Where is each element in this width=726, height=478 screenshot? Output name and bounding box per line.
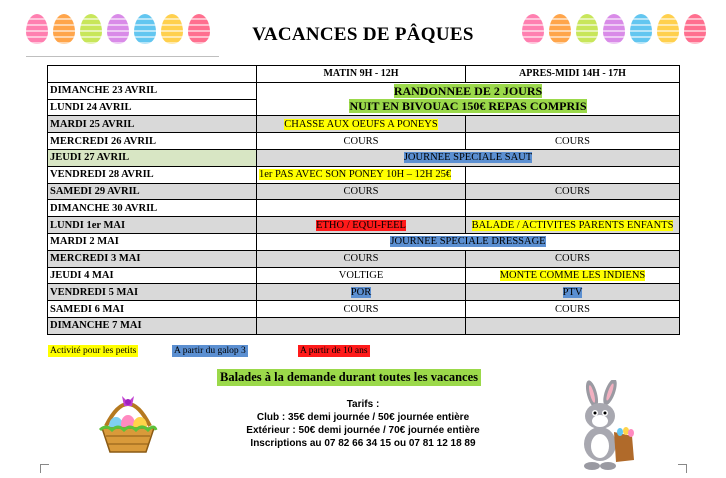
table-row bbox=[48, 82, 680, 99]
easter-bunny-icon bbox=[570, 380, 640, 472]
page-corner-mark bbox=[40, 464, 49, 473]
legend-red: A partir de 10 ans bbox=[300, 346, 368, 356]
table-row bbox=[48, 267, 680, 284]
header-day-cell bbox=[48, 66, 257, 83]
activity-label: POR bbox=[350, 286, 372, 298]
randonnee-line1: RANDONNEE DE 2 JOURS bbox=[393, 84, 543, 99]
activity-label: CHASSE AUX OEUFS A PONEYS bbox=[284, 118, 438, 130]
activity-label: JOURNEE SPECIALE SAUT bbox=[403, 152, 533, 164]
activity-label: ETHO / EQUI-FEEL bbox=[316, 219, 406, 231]
am-cell: COURS bbox=[257, 183, 466, 200]
am-cell bbox=[257, 200, 466, 217]
table-row bbox=[48, 250, 680, 267]
day-cell: JEUDI 4 MAI bbox=[48, 267, 257, 284]
pm-cell bbox=[466, 217, 680, 234]
table-row bbox=[48, 301, 680, 318]
am-cell: COURS bbox=[257, 133, 466, 150]
day-cell: SAMEDI 29 AVRIL bbox=[48, 183, 257, 200]
fullday-cell bbox=[257, 149, 680, 166]
header-pm: APRES-MIDI 14H - 17H bbox=[466, 66, 680, 83]
table-row bbox=[48, 284, 680, 301]
table-row bbox=[48, 200, 680, 217]
page-title: VACANCES DE PÂQUES bbox=[252, 24, 474, 45]
day-cell: DIMANCHE 23 AVRIL bbox=[48, 82, 257, 99]
balades-banner: Balades à la demande durant toutes les vacances bbox=[217, 369, 481, 386]
header-divider bbox=[26, 56, 219, 57]
table-row bbox=[48, 317, 680, 334]
activity-label: MONTE COMME LES INDIENS bbox=[499, 269, 646, 281]
tarifs-club: Club : 35€ demi journée / 50€ journée entière bbox=[256, 412, 470, 423]
table-row bbox=[48, 183, 680, 200]
table-header-row bbox=[48, 66, 680, 83]
day-cell: VENDREDI 28 AVRIL bbox=[48, 166, 257, 183]
day-cell: VENDREDI 5 MAI bbox=[48, 284, 257, 301]
tarifs-title: Tarifs : bbox=[346, 399, 380, 410]
table-row bbox=[48, 166, 680, 183]
table-row bbox=[48, 233, 680, 250]
am-cell bbox=[257, 166, 466, 183]
header-am: MATIN 9H - 12H bbox=[257, 66, 466, 83]
table-row bbox=[48, 149, 680, 166]
tarifs-inscriptions: Inscriptions au 07 82 66 34 15 ou 07 81 12 18 89 bbox=[250, 438, 476, 449]
day-cell: MERCREDI 3 MAI bbox=[48, 250, 257, 267]
tarifs-exterieur: Extérieur : 50€ demi journée / 70€ journée entière bbox=[246, 425, 480, 436]
am-cell bbox=[257, 217, 466, 234]
day-cell: MARDI 2 MAI bbox=[48, 233, 257, 250]
day-cell: DIMANCHE 7 MAI bbox=[48, 317, 257, 334]
pm-cell bbox=[466, 200, 680, 217]
activity-label: PTV bbox=[562, 286, 583, 298]
day-cell: DIMANCHE 30 AVRIL bbox=[48, 200, 257, 217]
table-row bbox=[48, 217, 680, 234]
am-cell: COURS bbox=[257, 301, 466, 318]
pm-cell: COURS bbox=[466, 133, 680, 150]
day-cell: MARDI 25 AVRIL bbox=[48, 116, 257, 133]
pm-cell: COURS bbox=[466, 301, 680, 318]
pm-cell bbox=[466, 317, 680, 334]
fullday-cell bbox=[257, 233, 680, 250]
activity-label: JOURNEE SPECIALE DRESSAGE bbox=[390, 236, 546, 248]
day-cell: SAMEDI 6 MAI bbox=[48, 301, 257, 318]
day-cell: JEUDI 27 AVRIL bbox=[48, 149, 257, 166]
legend-yellow: Activité pour les petits bbox=[50, 346, 137, 356]
pm-cell bbox=[466, 166, 680, 183]
randonnee-line2: NUIT EN BIVOUAC 150€ REPAS COMPRIS bbox=[349, 99, 587, 114]
day-cell: LUNDI 24 AVRIL bbox=[48, 99, 257, 116]
pm-cell: COURS bbox=[466, 183, 680, 200]
pm-cell bbox=[466, 116, 680, 133]
table-row bbox=[48, 133, 680, 150]
am-cell: COURS bbox=[257, 250, 466, 267]
legend-blue: A partir du galop 3 bbox=[174, 346, 246, 356]
randonnee-cell bbox=[257, 82, 680, 116]
am-cell bbox=[257, 116, 466, 133]
page-corner-mark bbox=[678, 464, 687, 473]
am-cell bbox=[257, 317, 466, 334]
activity-label: 1er PAS AVEC SON PONEY 10H – 12H 25€ bbox=[259, 169, 452, 181]
am-cell bbox=[257, 284, 466, 301]
pm-cell bbox=[466, 267, 680, 284]
activity-label: BALADE / ACTIVITES PARENTS ENFANTS bbox=[471, 219, 674, 231]
day-cell: LUNDI 1er MAI bbox=[48, 217, 257, 234]
schedule-table bbox=[47, 65, 680, 335]
day-cell: MERCREDI 26 AVRIL bbox=[48, 133, 257, 150]
am-cell: VOLTIGE bbox=[257, 267, 466, 284]
table-row bbox=[48, 116, 680, 133]
pm-cell bbox=[466, 284, 680, 301]
pm-cell: COURS bbox=[466, 250, 680, 267]
